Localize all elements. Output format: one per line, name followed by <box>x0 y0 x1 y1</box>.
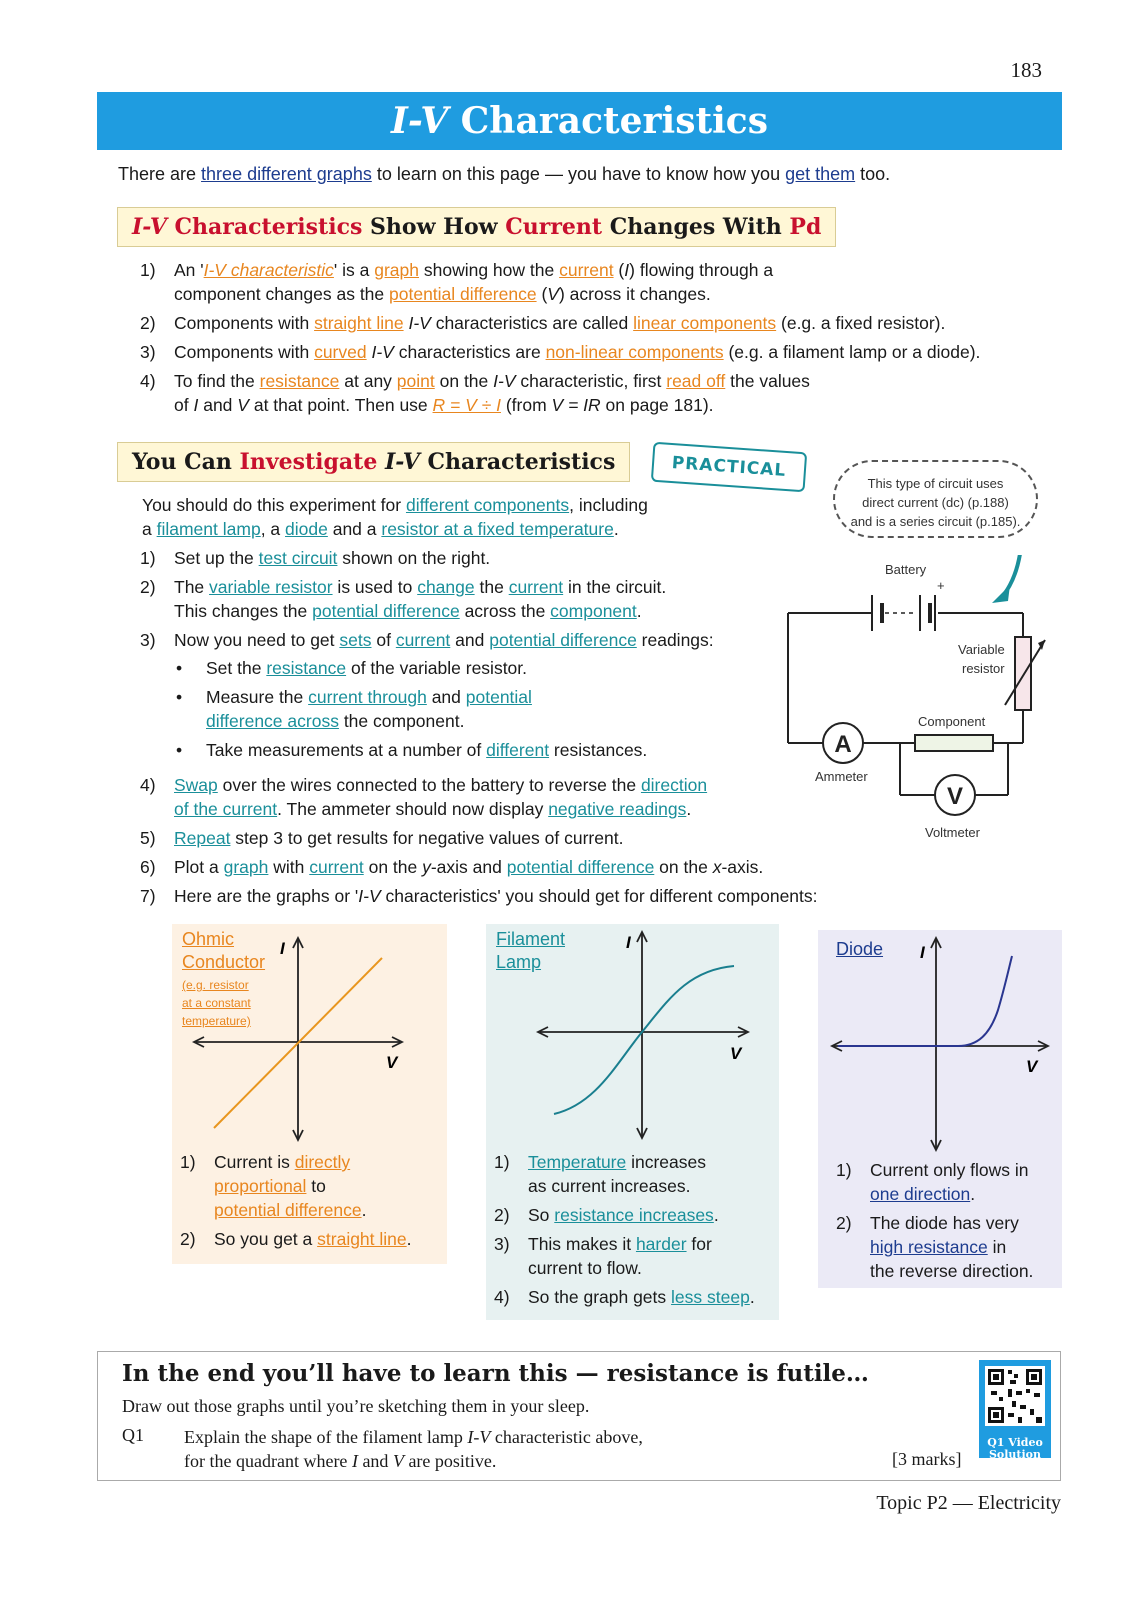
text: to <box>306 1176 326 1196</box>
text: of <box>174 395 194 415</box>
text: . The ammeter should now display <box>277 799 549 819</box>
bullet-item <box>174 738 780 762</box>
text: as current increases. <box>528 1176 691 1196</box>
text: So the graph gets <box>528 1287 672 1307</box>
heading-part: Current <box>505 214 603 240</box>
text: , including <box>569 495 648 515</box>
item-number: 1) <box>140 260 156 280</box>
symbol: V <box>547 284 559 304</box>
text: and <box>450 630 490 650</box>
test-circuit-diagram <box>780 555 1080 845</box>
text: at any <box>339 371 397 391</box>
item-number: 4) <box>140 775 156 795</box>
text: You should do this experiment for <box>142 495 406 515</box>
text: Current only flows in <box>870 1160 1029 1180</box>
title-line: Filament <box>496 929 566 949</box>
text: Components with <box>174 342 315 362</box>
lamp-curve <box>554 966 734 1114</box>
section1-heading <box>117 207 836 247</box>
keyword: graph <box>374 260 419 280</box>
keyword: current <box>395 630 451 650</box>
text: . <box>636 601 642 621</box>
axis-label-v: V <box>386 1053 398 1072</box>
lamp-graph <box>486 924 779 1154</box>
keyword: harder <box>635 1234 687 1254</box>
text: on the <box>654 857 713 877</box>
text: The <box>174 577 210 597</box>
heading-part: Show How <box>362 214 506 240</box>
battery-label: Battery <box>885 562 927 577</box>
keyword: diode <box>285 519 328 539</box>
item-number: 2) <box>836 1213 852 1233</box>
heading-part: Investigate <box>239 449 385 475</box>
title-line: Conductor <box>182 952 266 972</box>
text: . <box>713 1205 719 1225</box>
text: Measure the <box>206 687 309 707</box>
note-item <box>494 1203 776 1227</box>
keyword: potential difference <box>489 630 637 650</box>
keyword: directly <box>294 1152 351 1172</box>
item-number: 5) <box>140 828 156 848</box>
text: Set up the <box>174 548 259 568</box>
note-item <box>180 1227 442 1251</box>
battery-plus-label: + <box>937 578 945 593</box>
item-number: 7) <box>140 886 156 906</box>
intro-text: There are <box>118 164 202 184</box>
subtitle-line: at a constant <box>182 996 251 1010</box>
question-text <box>184 1425 643 1473</box>
keyword: resistance increases <box>554 1205 714 1225</box>
text: (e.g. a fixed resistor). <box>776 313 946 333</box>
symbol: V <box>237 395 249 415</box>
note-item <box>494 1232 776 1280</box>
keyword: less steep <box>671 1287 750 1307</box>
item-number: 4) <box>494 1287 510 1307</box>
text: ( <box>613 260 625 280</box>
text: on the <box>434 371 494 391</box>
question-label: Q1 <box>122 1425 144 1445</box>
item-number: 1) <box>494 1152 510 1172</box>
keyword: current <box>309 857 364 877</box>
keyword: difference across <box>206 711 339 731</box>
topic-footer: Topic P2 — Electricity <box>876 1492 1061 1514</box>
text: ( <box>536 284 548 304</box>
title-italic: I-V <box>391 100 449 142</box>
text: a <box>142 519 157 539</box>
intro-line <box>118 164 890 185</box>
list-item <box>140 546 780 570</box>
keyword: potential difference <box>506 857 655 877</box>
symbol: I-V <box>493 371 516 391</box>
item-number: 1) <box>836 1160 852 1180</box>
text: . <box>361 1200 367 1220</box>
title-line: Lamp <box>496 952 542 972</box>
qr-label <box>979 1437 1051 1461</box>
title-line: Diode <box>836 939 884 959</box>
text: . <box>406 1229 412 1249</box>
qr-code-icon <box>979 1360 1051 1432</box>
ohmic-notes <box>180 1150 442 1256</box>
text: The diode has very <box>870 1213 1019 1233</box>
page-number: 183 <box>1010 58 1042 82</box>
list-item <box>140 628 780 762</box>
keyword: negative readings <box>548 799 687 819</box>
list-item <box>140 258 1070 306</box>
keyword: one direction <box>870 1184 971 1204</box>
keyword: Repeat <box>174 828 231 848</box>
note-line: This type of circuit uses <box>867 476 1004 491</box>
text: Plot a <box>174 857 224 877</box>
text: and a <box>327 519 382 539</box>
diode-panel <box>818 930 1062 1288</box>
symbol: I-V <box>371 342 394 362</box>
keyword: sets <box>339 630 372 650</box>
keyword: straight line <box>317 1229 407 1249</box>
text: . <box>686 799 692 819</box>
text: So <box>528 1205 555 1225</box>
list-item <box>140 311 1070 335</box>
keyword: potential difference <box>389 284 537 304</box>
heading-part: I-V <box>384 449 420 475</box>
resistor-label: resistor <box>962 661 1005 676</box>
text: This makes it <box>528 1234 636 1254</box>
keyword: graph <box>223 857 269 877</box>
text: of the variable resistor. <box>346 658 528 678</box>
keyword: resistance <box>266 658 347 678</box>
heading-part: Characteristics <box>419 449 616 475</box>
text: . <box>749 1287 755 1307</box>
axis-label-v: V <box>730 1044 742 1063</box>
symbol: I-V <box>358 886 381 906</box>
diode-notes <box>836 1158 1060 1288</box>
text: in <box>987 1237 1007 1257</box>
intro-link-get-them[interactable]: get them <box>785 164 856 184</box>
keyword: resistance <box>259 371 340 391</box>
text: across the <box>459 601 551 621</box>
formula: V = IR <box>551 395 601 415</box>
text: at that point. Then use <box>248 395 433 415</box>
keyword: different <box>486 740 550 760</box>
list-item <box>140 884 1040 908</box>
text: with <box>268 857 310 877</box>
text: ' is a <box>333 260 375 280</box>
keyword: filament lamp <box>156 519 261 539</box>
section1-list <box>140 258 1070 422</box>
text: the reverse direction. <box>870 1261 1034 1281</box>
note-line: direct current (dc) (p.188) <box>862 495 1009 510</box>
text: characteristics are called <box>430 313 634 333</box>
text: , a <box>260 519 286 539</box>
keyword: potential difference <box>312 601 460 621</box>
voltmeter-label: Voltmeter <box>925 825 980 840</box>
text: characteristics are <box>393 342 546 362</box>
keyword: test circuit <box>258 548 338 568</box>
qr-label-line: Q1 Video <box>987 1436 1043 1449</box>
text: the <box>474 577 509 597</box>
note-line: and is a series circuit (p.185). <box>850 514 1021 529</box>
item-number: 2) <box>180 1229 196 1249</box>
summary-line: Draw out those graphs until you’re sketching them in your sleep. <box>122 1396 590 1416</box>
text: Current is <box>214 1152 295 1172</box>
text: -axis and <box>430 857 507 877</box>
summary-box <box>97 1351 1061 1481</box>
keyword: high resistance <box>870 1237 988 1257</box>
text: ) flowing through a <box>629 260 774 280</box>
symbol: I <box>193 395 199 415</box>
keyword: read off <box>666 371 726 391</box>
item-number: 3) <box>140 630 156 650</box>
text: on the <box>363 857 423 877</box>
text: on page 181). <box>600 395 714 415</box>
heading-part: You Can <box>132 449 240 475</box>
text: characteristic above, <box>490 1427 643 1447</box>
item-number: 2) <box>494 1205 510 1225</box>
axis-label-i: I <box>626 933 631 952</box>
symbol: I-V <box>467 1427 491 1447</box>
lamp-notes <box>494 1150 776 1314</box>
text: in the circuit. <box>563 577 667 597</box>
bullet-item <box>174 685 780 733</box>
axis-label-i: I <box>280 939 285 958</box>
symbol: y <box>422 857 431 877</box>
keyword: linear components <box>633 313 777 333</box>
keyword: component <box>550 601 637 621</box>
symbol: I-V <box>408 313 431 333</box>
text: To find the <box>174 371 260 391</box>
keyword: non-linear components <box>545 342 724 362</box>
text: An ' <box>174 260 204 280</box>
text: of <box>371 630 396 650</box>
list-item <box>140 369 1070 417</box>
ohmic-panel <box>172 924 447 1264</box>
ohmic-graph <box>172 924 447 1154</box>
text: current to flow. <box>528 1258 642 1278</box>
item-number: 6) <box>140 857 156 877</box>
bullet-item <box>174 656 780 680</box>
text: are positive. <box>403 1451 497 1471</box>
intro-text: to learn on this page — you have to know how you <box>371 164 786 184</box>
note-item <box>836 1211 1060 1283</box>
text: is used to <box>332 577 418 597</box>
text: and <box>357 1451 393 1471</box>
text: So you get a <box>214 1229 318 1249</box>
text: component changes as the <box>174 284 390 304</box>
component-symbol <box>915 735 993 751</box>
bullet-list <box>174 656 780 762</box>
keyword: curved <box>314 342 367 362</box>
keyword: variable resistor <box>209 577 333 597</box>
diode-curve <box>838 956 1012 1046</box>
intro-link-graphs[interactable]: three different graphs <box>201 164 372 184</box>
keyword: straight line <box>314 313 404 333</box>
keyword: Temperature <box>528 1152 627 1172</box>
symbol: x <box>712 857 722 877</box>
keyword: of the current <box>174 799 278 819</box>
title-line: Ohmic <box>182 929 235 949</box>
text: Take measurements at a number of <box>206 740 487 760</box>
lamp-panel <box>486 924 779 1320</box>
variable-resistor <box>1015 637 1031 710</box>
text: increases <box>626 1152 707 1172</box>
note-item <box>494 1285 776 1309</box>
text: shown on the right. <box>337 548 491 568</box>
text: . <box>613 519 619 539</box>
formula: R = V ÷ I <box>432 395 501 415</box>
note-item <box>836 1158 1060 1206</box>
title-rest: Characteristics <box>448 100 768 142</box>
text: (e.g. a filament lamp or a diode). <box>723 342 981 362</box>
item-number: 1) <box>140 548 156 568</box>
item-number: 3) <box>494 1234 510 1254</box>
text: readings: <box>636 630 714 650</box>
text: ) across it changes. <box>558 284 711 304</box>
text: for <box>686 1234 712 1254</box>
section2-heading <box>117 442 630 482</box>
section2-intro <box>142 493 742 541</box>
text: showing how the <box>419 260 560 280</box>
text: (from <box>500 395 552 415</box>
heading-part: Pd <box>789 214 822 240</box>
text: and <box>198 395 238 415</box>
item-number: 1) <box>180 1152 196 1172</box>
list-item <box>140 855 1040 879</box>
symbol: I <box>351 1451 358 1471</box>
item-number: 2) <box>140 577 156 597</box>
text: Components with <box>174 313 315 333</box>
keyword: resistor at a fixed temperature <box>381 519 614 539</box>
keyword: current <box>508 577 564 597</box>
voltmeter-letter: V <box>946 783 964 810</box>
ammeter-letter: A <box>834 731 852 758</box>
text: Here are the graphs or ' <box>174 886 359 906</box>
heading-part: Characteristics <box>166 214 363 240</box>
diode-graph <box>818 930 1062 1160</box>
question-marks: [3 marks] <box>892 1449 962 1469</box>
qr-video-solution[interactable] <box>979 1360 1051 1461</box>
keyword: change <box>417 577 475 597</box>
symbol: I <box>624 260 630 280</box>
keyword: I-V characteristic <box>203 260 334 280</box>
summary-heading: In the end you’ll have to learn this — resistance is futile… <box>122 1360 869 1387</box>
item-number: 4) <box>140 371 156 391</box>
keyword: proportional <box>214 1176 307 1196</box>
item-number: 3) <box>140 342 156 362</box>
keyword: direction <box>640 775 708 795</box>
heading-part: Changes With <box>602 214 790 240</box>
practical-stamp: PRACTICAL <box>651 442 807 493</box>
text: Now you need to get <box>174 630 340 650</box>
subtitle-line: temperature) <box>182 1014 251 1028</box>
heading-part: I-V <box>132 214 167 240</box>
ammeter-label: Ammeter <box>815 769 868 784</box>
text: characteristic, first <box>515 371 667 391</box>
text: characteristics' you should get for different components: <box>380 886 818 906</box>
text: over the wires connected to the battery to reverse the <box>217 775 641 795</box>
text: the component. <box>338 711 465 731</box>
battery-symbol <box>872 595 935 631</box>
axis-label-i: I <box>920 943 925 962</box>
pointer-arrowhead <box>992 585 1010 603</box>
keyword: different components <box>405 495 570 515</box>
component-label: Component <box>918 714 986 729</box>
text: and <box>426 687 466 707</box>
text: Set the <box>206 658 267 678</box>
keyword: Swap <box>174 775 218 795</box>
text: the values <box>725 371 810 391</box>
list-item <box>140 340 1070 364</box>
title-banner <box>97 92 1062 150</box>
item-number: 2) <box>140 313 156 333</box>
symbol: V <box>392 1451 404 1471</box>
keyword: current through <box>308 687 427 707</box>
subtitle-line: (e.g. resistor <box>182 978 249 992</box>
intro-text: too. <box>855 164 891 184</box>
text: -axis. <box>721 857 764 877</box>
variable-label: Variable <box>958 642 1005 657</box>
note-item <box>494 1150 776 1198</box>
text: step 3 to get results for negative values of current. <box>230 828 624 848</box>
note-item <box>180 1150 442 1222</box>
circuit-note-cloud <box>833 460 1038 538</box>
qr-label-line: Solution <box>988 1448 1042 1461</box>
text: . <box>970 1184 976 1204</box>
keyword: current <box>559 260 614 280</box>
keyword: point <box>396 371 435 391</box>
section2-steps-upper <box>140 546 780 767</box>
axis-label-v: V <box>1026 1057 1038 1076</box>
text: Explain the shape of the filament lamp <box>184 1427 468 1447</box>
text: for the quadrant where <box>184 1451 352 1471</box>
keyword: potential <box>465 687 532 707</box>
text: This changes the <box>174 601 313 621</box>
keyword: potential difference <box>214 1200 362 1220</box>
text: resistances. <box>549 740 648 760</box>
list-item <box>140 575 780 623</box>
